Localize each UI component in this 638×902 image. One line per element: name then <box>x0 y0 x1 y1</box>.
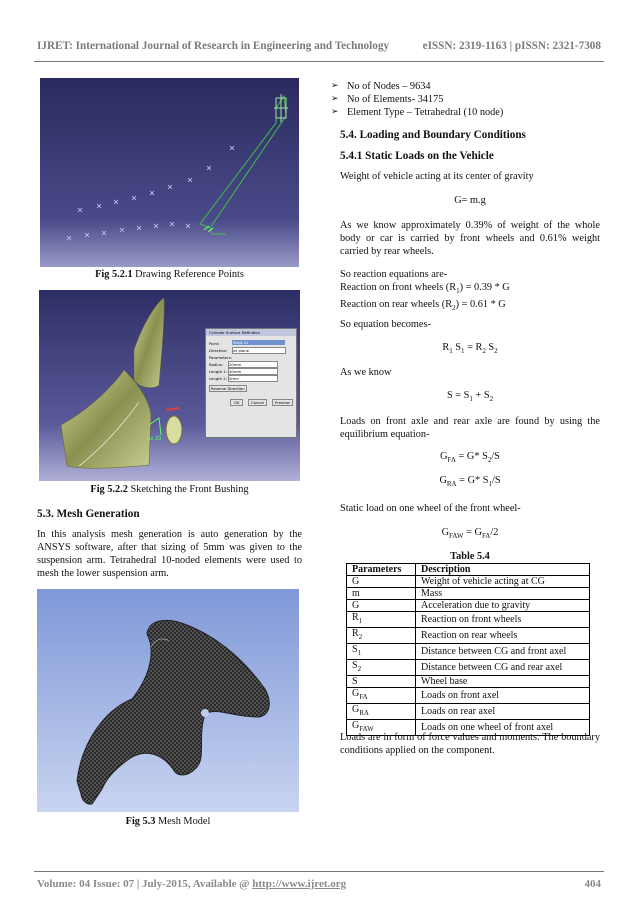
figure-mesh-model <box>37 589 299 812</box>
description-cell: Loads on front axel <box>416 688 590 704</box>
table-row <box>347 628 590 644</box>
description-cell: Distance between CG and front axel <box>416 644 590 660</box>
equation-weight: G= m.g <box>454 195 486 206</box>
list-item: ➢ Element Type – Tetrahedral (10 node) <box>331 107 504 118</box>
parameter-cell: $R_1$ <box>347 612 416 628</box>
svg-text:Ro 20: Ro 20 <box>147 436 162 442</box>
table-row <box>347 676 590 688</box>
subsection-heading-5-4-1: 5.4.1 Static Loads on the Vehicle <box>340 150 494 162</box>
cancel-button[interactable]: Cancel <box>248 399 267 406</box>
parameter-cell: $G_{RA}$ <box>347 704 416 720</box>
arrow-bullet-icon: ➢ <box>331 107 339 117</box>
table-row <box>347 588 590 600</box>
equation-front-axle: $G_{FA} = G*$ $S_2/S$ <box>440 451 500 465</box>
column-header: Parameters <box>347 564 416 576</box>
header-rule <box>34 61 604 62</box>
parameter-cell: m <box>347 588 416 600</box>
section-heading-5-4: 5.4. Loading and Boundary Conditions <box>340 129 526 141</box>
paragraph-equation-becomes: So equation becomes- <box>340 319 431 330</box>
length2-field[interactable]: 5mm <box>228 375 278 382</box>
journal-title: IJRET: International Journal of Research in Engineering and Technology <box>37 40 390 52</box>
footer-rule <box>34 871 604 872</box>
equation-wheelbase: $S = S_1 + S_2$ <box>446 390 494 404</box>
point-field[interactable]: Point.31 <box>232 340 285 345</box>
equation-one-wheel: $G_{FAW} = G_{FA}/2$ <box>441 527 499 541</box>
paragraph-as-we-know: As we know <box>340 367 392 378</box>
paragraph-boundary: Loads are in form of force values and moments. The boundary conditions applied on the component. <box>340 732 600 756</box>
paragraph-one-wheel: Static load on one wheel of the front wheel- <box>340 503 521 514</box>
ok-button[interactable]: OK <box>230 399 243 406</box>
parameter-cell: S <box>347 676 416 688</box>
journal-link[interactable]: http://www.ijret.org <box>252 878 347 890</box>
paragraph-axle-loads: Loads on front axle and rear axle are found by using the equilibrium equation- <box>340 416 600 440</box>
cylinder-surface-dialog: Cylinder Surface Definition Point: Point.31 Direction: zx plane Parameters: Radius: 20mm Length 1: 40mm Length 2: 5mm Reverse Direction OK Cancel Preview <box>205 328 297 438</box>
table-header-row <box>347 564 590 576</box>
table-row <box>347 644 590 660</box>
parameter-cell: G <box>347 576 416 588</box>
figure-caption-5-3: Fig 5.3 Mesh Model <box>125 816 211 827</box>
mesh-stats-list <box>329 80 599 119</box>
direction-field[interactable]: zx plane <box>232 347 286 354</box>
arrow-bullet-icon: ➢ <box>331 94 339 104</box>
arrow-bullet-icon: ➢ <box>331 81 339 91</box>
radius-field[interactable]: 20mm <box>228 361 278 368</box>
parameter-cell: G <box>347 600 416 612</box>
description-cell: Loads on rear axel <box>416 704 590 720</box>
paragraph-distribution: As we know approximately 0.39% of weight of the whole body or car is carried by front wheels and 0.61% weight carried by rear wheels. <box>340 220 600 257</box>
list-item: ➢ No of Nodes – 9634 <box>331 81 431 92</box>
volume-info: Volume: 04 Issue: 07 | July-2015, Available @ http://www.ijret.org <box>37 878 347 890</box>
description-cell: Mass <box>416 588 590 600</box>
figure-front-bushing <box>39 290 300 481</box>
mesh-paragraph: In this analysis mesh generation is auto generation by the ANSYS software, after that sizing of 5mm was given to the suspension arm. Tetrahedral 10-noded elements were used to mesh the lower suspension arm. <box>37 529 302 579</box>
reverse-direction-button[interactable]: Reverse Direction <box>211 386 245 391</box>
column-header: Description <box>416 564 590 576</box>
description-cell: Acceleration due to gravity <box>416 600 590 612</box>
parameter-cell: $S_2$ <box>347 660 416 676</box>
description-cell: Loads on one wheel of front axel <box>416 720 590 736</box>
table-row <box>347 704 590 720</box>
description-cell: Reaction on rear wheels <box>416 628 590 644</box>
list-item: ➢ No of Elements- 34175 <box>331 94 444 105</box>
description-cell: Distance between CG and rear axel <box>416 660 590 676</box>
length1-field[interactable]: 40mm <box>228 368 278 375</box>
paragraph-weight: Weight of vehicle acting at its center of gravity <box>340 171 534 182</box>
page-number: 404 <box>584 878 601 890</box>
dialog-title: Cylinder Surface Definition <box>206 329 296 336</box>
table-body <box>347 576 590 736</box>
description-cell: Wheel base <box>416 676 590 688</box>
reaction-rear: Reaction on rear wheels $(R_2) = 0.61 * G$ <box>340 299 506 313</box>
table-row <box>347 600 590 612</box>
running-footer <box>37 878 601 890</box>
preview-button[interactable]: Preview <box>272 399 293 406</box>
equation-moments: $R_1$ $S_1 = R_2$ $S_2$ <box>442 342 498 356</box>
table-row <box>347 688 590 704</box>
table-row <box>347 660 590 676</box>
figure-reference-points <box>40 78 299 267</box>
parameter-cell: $S_1$ <box>347 644 416 660</box>
figure-caption-5-2-1: Fig 5.2.1 Drawing Reference Points <box>95 269 244 280</box>
table-row <box>347 576 590 588</box>
reaction-front: Reaction on front wheels $(R_1) = 0.39 * G$ <box>340 282 510 296</box>
equation-rear-axle: $G_{RA} = G*$ $S_1/S$ <box>439 475 501 489</box>
mesh-model-image <box>37 589 299 812</box>
parameter-cell: $G_{FA}$ <box>347 688 416 704</box>
parameter-cell: $R_2$ <box>347 628 416 644</box>
table-caption: Table 5.4 <box>450 551 490 562</box>
table-row <box>347 612 590 628</box>
parameters-table <box>346 563 590 736</box>
issn: eISSN: 2319-1163 | pISSN: 2321-7308 <box>422 40 601 52</box>
running-header <box>37 40 601 52</box>
description-cell: Reaction on front wheels <box>416 612 590 628</box>
description-cell: Weight of vehicle acting at CG <box>416 576 590 588</box>
paragraph-reactions: So reaction equations are- Reaction on front wheels $(R_1) = 0.39 * G$ Reaction on rear wheels $(R_2) = 0.61 * G$ <box>340 268 600 315</box>
parameter-cell: $G_{FAW}$ <box>347 720 416 736</box>
reference-points-image <box>40 78 299 267</box>
figure-caption-5-2-2: Fig 5.2.2 Sketching the Front Bushing <box>90 484 249 495</box>
section-heading-5-3: 5.3. Mesh Generation <box>37 508 140 520</box>
